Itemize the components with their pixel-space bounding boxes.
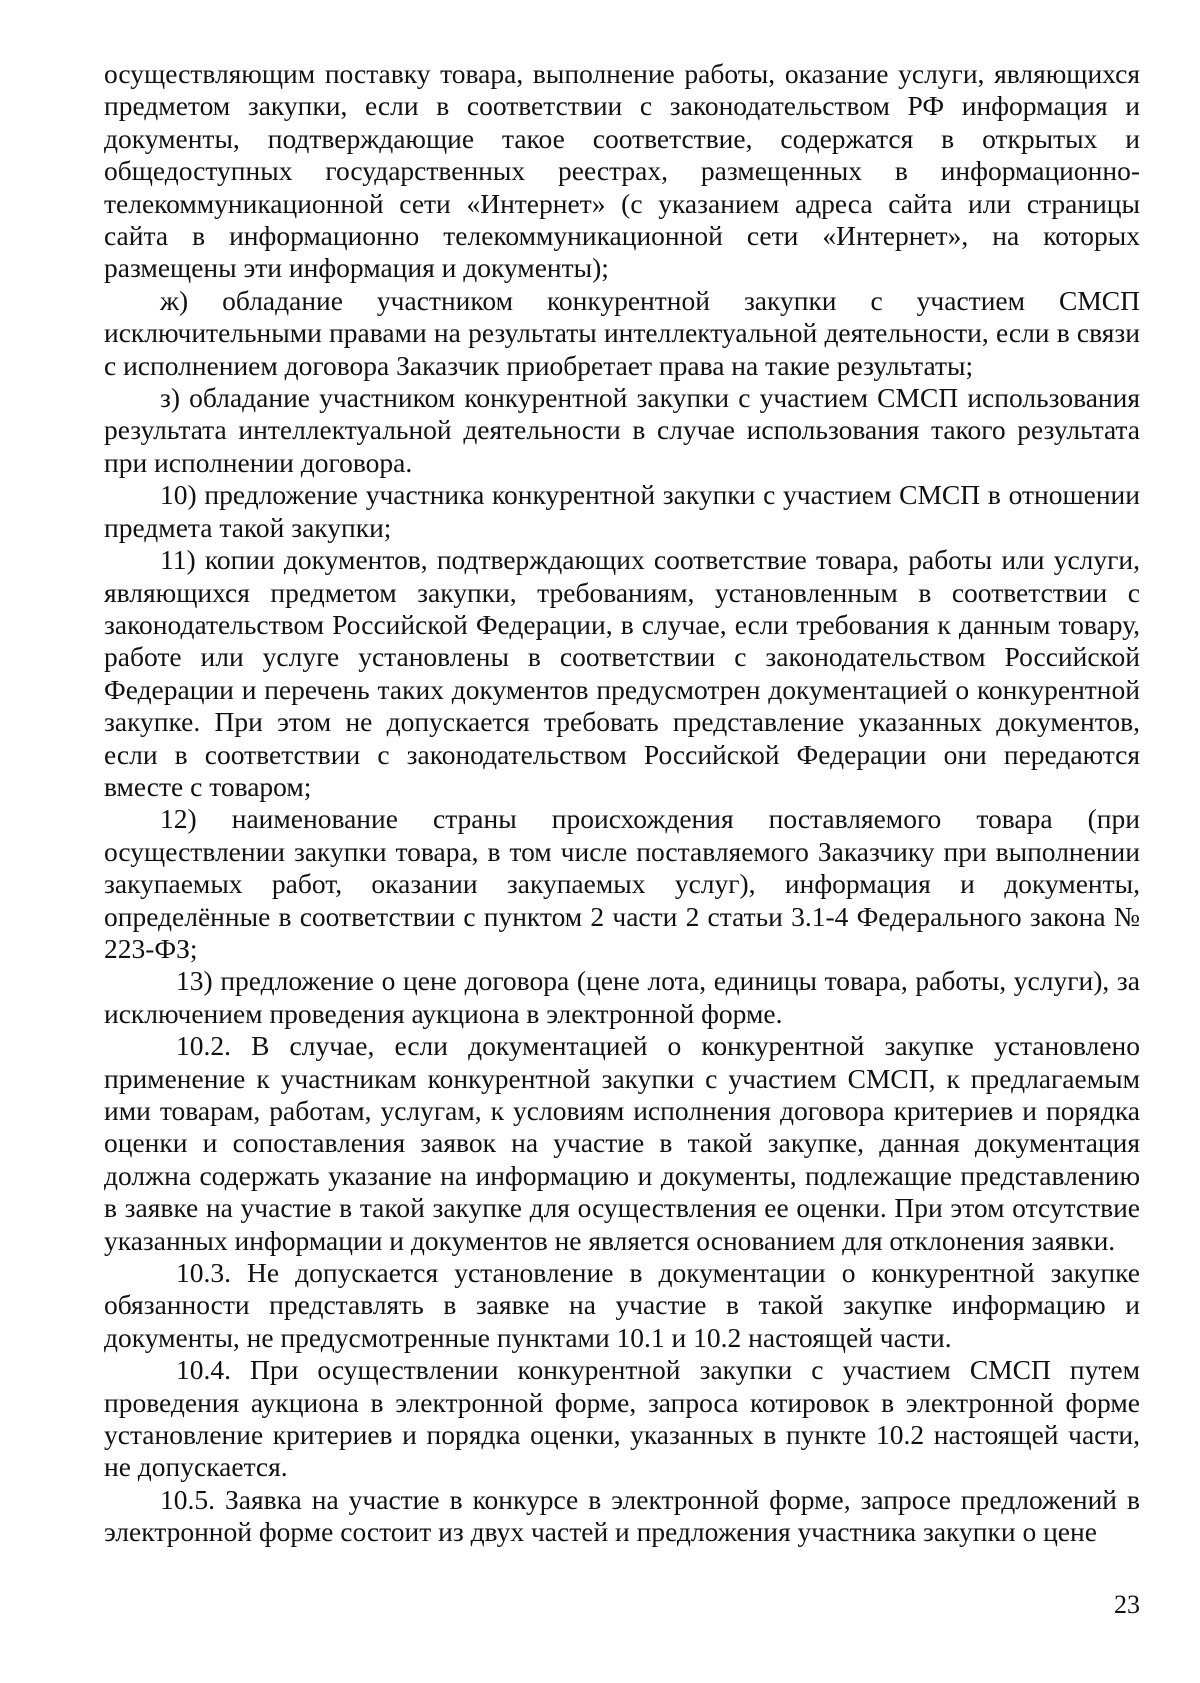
paragraph-10-4: 10.4. При осуществлении конкурентной закупки с участием СМСП путем проведения аукциона в электронной форме, запроса котировок в электронной форме установление критериев и порядка оценки, указанных в пункте 10.2 настоящей части, не допускается. (104, 1354, 1140, 1483)
paragraph-10-3: 10.3. Не допускается установление в документации о конкурентной закупке обязанности представлять в заявке на участие в такой закупке информацию и документы, не предусмотренные пунктами 10.1 и 10.2 настоящей части. (104, 1257, 1140, 1353)
paragraph-continuation: осуществляющим поставку товара, выполнение работы, оказание услуги, являющихся предметом закупки, если в соответствии с законодательством РФ информация и документы, подтверждающие такое соответствие, содержатся в открытых и общедоступных государственных реестрах, размещенных в информационно-телекоммуникационной сети «Интернет» (с указанием адреса сайта или страницы сайта в информационно телекоммуникационной сети «Интернет», на которых размещены эти информация и документы); (104, 58, 1140, 284)
paragraph-item-11: 11) копии документов, подтверждающих соответствие товара, работы или услуги, являющихся предметом закупки, требованиям, установленным в соответствии с законодательством Российской Федерации, в случае, если требования к данным товару, работе или услуге установлены в соответствии с законодательством Российской Федерации и перечень таких документов предусмотрен документацией о конкурентной закупке. При этом не допускается требовать представление указанных документов, если в соответствии с законодательством Российской Федерации они передаются вместе с товаром; (104, 544, 1140, 802)
paragraph-10-5: 10.5. Заявка на участие в конкурсе в электронной форме, запросе предложений в электронной форме состоит из двух частей и предложения участника закупки о цене (104, 1483, 1140, 1548)
document-body (104, 58, 1140, 1549)
paragraph-item-z: з) обладание участником конкурентной закупки с участием СМСП использования результата интеллектуальной деятельности в случае использования такого результата при исполнении договора. (104, 382, 1140, 478)
paragraph-item-10: 10) предложение участника конкурентной закупки с участием СМСП в отношении предмета такой закупки; (104, 479, 1140, 543)
paragraph-item-13: 13) предложение о цене договора (цене лота, единицы товара, работы, услуги), за исключением проведения аукциона в электронной форме. (104, 965, 1140, 1029)
paragraph-10-2: 10.2. В случае, если документацией о конкурентной закупке установлено применение к участникам конкурентной закупки с участием СМСП, к предлагаемым ими товарам, работам, услугам, к условиям исполнения договора критериев и порядка оценки и сопоставления заявок на участие в такой закупке, данная документация должна содержать указание на информацию и документы, подлежащие представлению в заявке на участие в такой закупке для осуществления ее оценки. При этом отсутствие указанных информации и документов не является основанием для отклонения заявки. (104, 1030, 1140, 1256)
page-number: 23 (1114, 1590, 1140, 1619)
paragraph-item-12: 12) наименование страны происхождения поставляемого товара (при осуществлении закупки товара, в том числе поставляемого Заказчику при выполнении закупаемых работ, оказании закупаемых услуг), информация и документы, определённые в соответствии с пунктом 2 части 2 статьи 3.1-4 Федерального закона № 223-ФЗ; (104, 803, 1140, 964)
paragraph-item-zh: ж) обладание участником конкурентной закупки с участием СМСП исключительными правами на результаты интеллектуальной деятельности, если в связи с исполнением договора Заказчик приобретает права на такие результаты; (104, 284, 1140, 381)
